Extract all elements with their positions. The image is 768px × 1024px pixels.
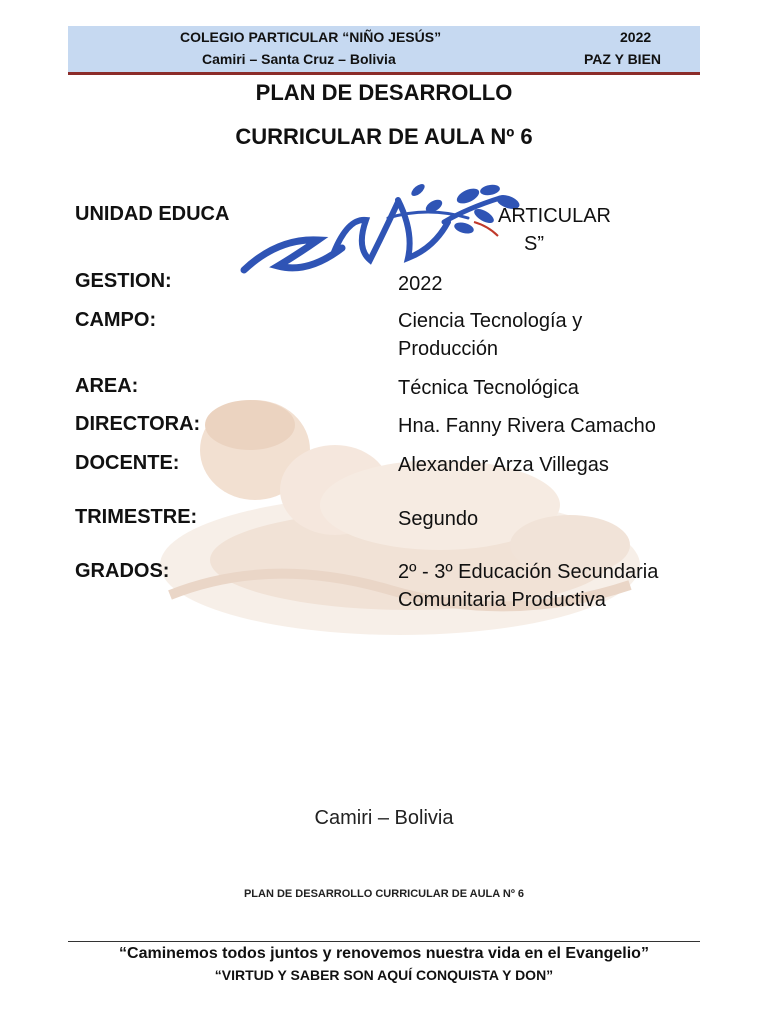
value-area: Técnica Tecnológica xyxy=(398,377,579,399)
footer-note: PLAN DE DESARROLLO CURRICULAR DE AULA Nº 6 xyxy=(243,888,525,900)
school-name: COLEGIO PARTICULAR “NIÑO JESÚS” xyxy=(180,29,442,45)
city-line: Camiri – Bolivia xyxy=(314,807,454,829)
label-docente: DOCENTE: xyxy=(75,452,180,474)
value-unidad xyxy=(498,202,698,258)
footer-quote-2: “VIRTUD Y SABER SON AQUÍ CONQUISTA Y DON” xyxy=(214,967,554,983)
header-band xyxy=(68,26,700,75)
label-grados: GRADOS: xyxy=(75,560,170,582)
label-unidad: UNIDAD EDUCA xyxy=(75,203,230,225)
value-grados-line1: 2º - 3º Educación Secundaria xyxy=(398,561,659,583)
value-grados-line2: Comunitaria Productiva xyxy=(398,589,606,611)
footer-quote-1: “Caminemos todos juntos y renovemos nuestra vida en el Evangelio” xyxy=(119,945,649,962)
header-motto: PAZ Y BIEN xyxy=(584,51,662,67)
value-campo-line2: Producción xyxy=(398,338,499,360)
label-area: AREA: xyxy=(75,375,139,397)
value-campo-line1: Ciencia Tecnología y xyxy=(398,310,583,332)
page-title-line1: PLAN DE DESARROLLO xyxy=(255,80,513,105)
value-gestion: 2022 xyxy=(398,273,443,295)
value-unidad-line1: ARTICULAR xyxy=(498,205,611,227)
header-year: 2022 xyxy=(620,29,652,45)
label-gestion: GESTION: xyxy=(75,270,172,292)
value-trimestre: Segundo xyxy=(398,508,479,530)
value-campo xyxy=(398,307,698,363)
value-directora: Hna. Fanny Rivera Camacho xyxy=(398,415,656,437)
value-docente: Alexander Arza Villegas xyxy=(398,454,609,476)
school-logo xyxy=(238,178,528,284)
page-title-line2: CURRICULAR DE AULA Nº 6 xyxy=(235,124,533,149)
value-grados xyxy=(398,558,718,614)
label-trimestre: TRIMESTRE: xyxy=(75,506,198,528)
label-directora: DIRECTORA: xyxy=(75,413,201,435)
label-campo: CAMPO: xyxy=(75,309,157,331)
school-location: Camiri – Santa Cruz – Bolivia xyxy=(202,51,396,67)
footer-divider xyxy=(68,941,700,942)
value-unidad-line2: S” xyxy=(524,233,544,255)
